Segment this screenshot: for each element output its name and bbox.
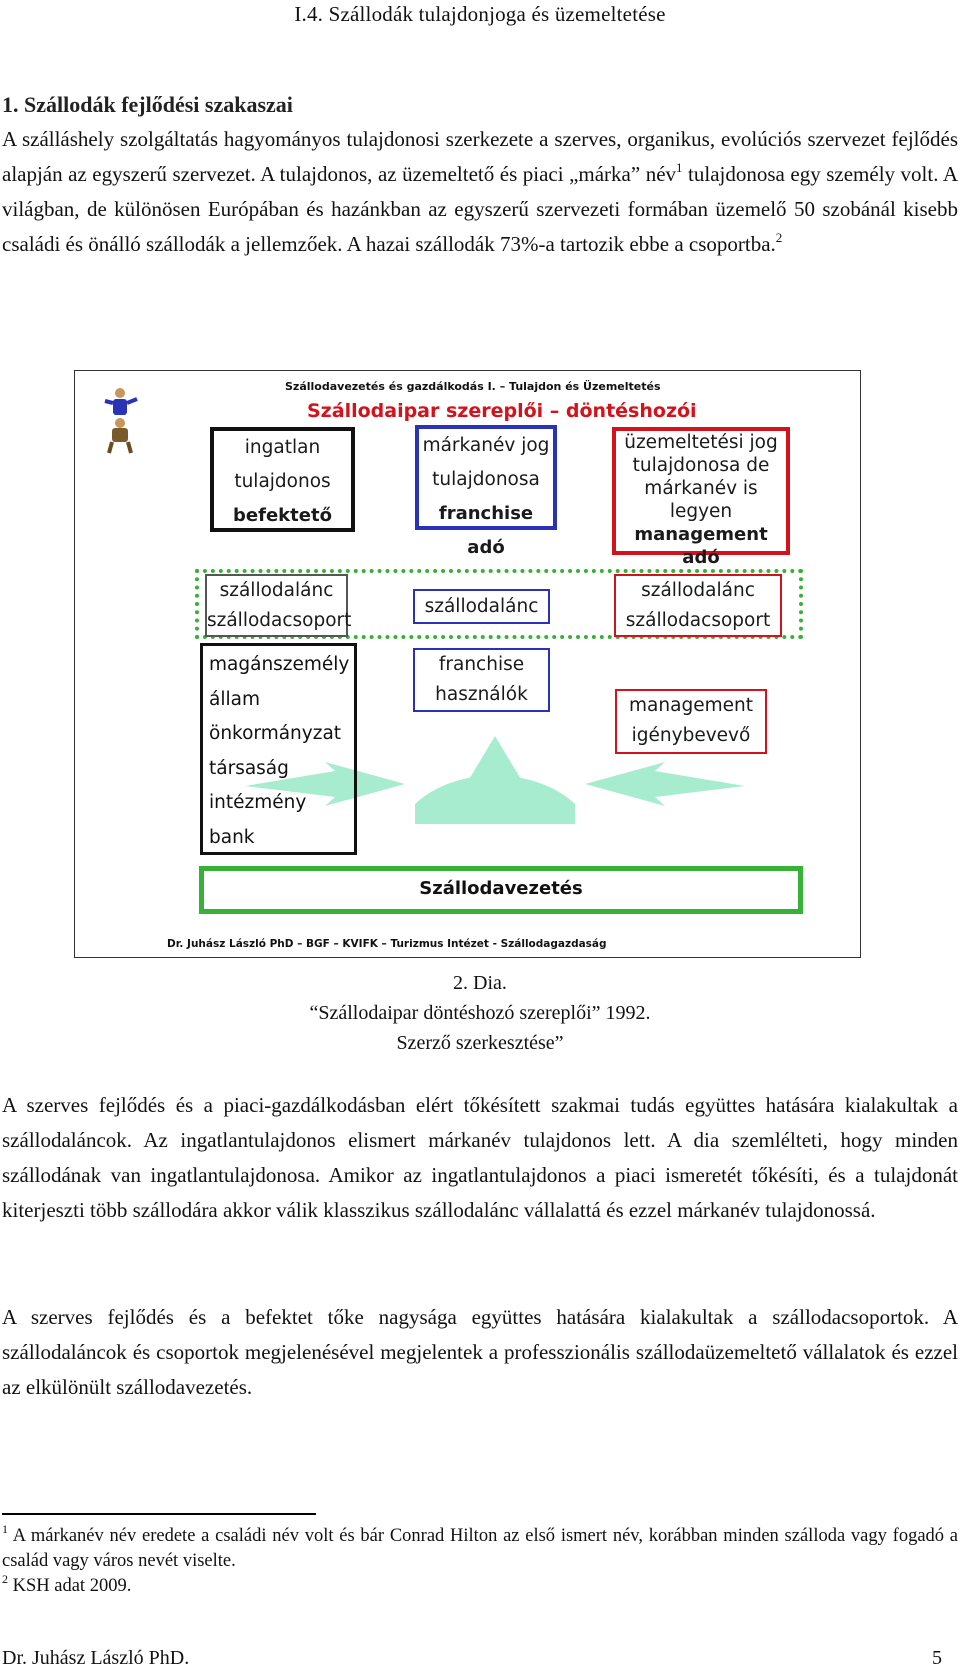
- box-line: igénybevevő: [631, 725, 751, 746]
- box-line: legyen: [669, 501, 733, 522]
- box-line: befektető: [233, 505, 332, 526]
- slide-diagram: [74, 370, 861, 958]
- owner-type-item: intézmény: [209, 792, 307, 813]
- footnote-1: [2, 1524, 958, 1574]
- page-footer: [2, 1647, 942, 1670]
- paragraph-3: A szerves fejlődés és a befektet tőke nagysága együttes hatására kialakultak a szállodacsoportok. A szállodaláncok és csoportok megjelenésével megjelentek a professzionális szállodaüzemeltető vállalatok és ezzel az elkülönült szállodavezetés.: [2, 1305, 958, 1399]
- box-line: használók: [435, 684, 528, 705]
- box-line: szállodacsoport: [207, 610, 352, 631]
- paragraph-2: A szerves fejlődés és a piaci-gazdálkodásban elért tőkésített szakmai tudás együttes hatására kialakultak a szállodaláncok. Az ingatlantulajdonos elismert márkanév tulajdonos lett. A dia szemlélteti, hogy minden szállodának van ingatlantulajdonosa. Amikor az ingatlantulajdonos a piaci ismeretét tőkésíti, és a tulajdonát kiterjeszti több szállodára akkor válik klasszikus szállodalánc vállalattá és ezzel márkanév tulajdonossá.: [2, 1093, 958, 1222]
- footnote-2: [2, 1574, 958, 1599]
- box-line: szállodalánc: [424, 596, 539, 617]
- running-header: I.4. Szállodák tulajdonjoga és üzemeltetése: [294, 2, 666, 26]
- footnote-text: KSH adat 2009.: [8, 1576, 132, 1596]
- caption-line: 2. Dia.: [453, 972, 507, 994]
- owner-type-item: magánszemély: [209, 654, 350, 675]
- diagram-footer: Dr. Juhász László PhD – BGF – KVIFK – Turizmus Intézet - Szállodagazdaság: [167, 938, 607, 950]
- footnote-text: A márkanév név eredete a családi név volt és bár Conrad Hilton az első ismert név, korábban minden szálloda vagy fogadó a család vagy város nevét viselte.: [2, 1526, 958, 1571]
- paragraph-1-text-b: tulajdonosa egy személy volt. A világban, de különösen Európában és hazánkban az egyszerű szervezeti formában üzemelő 50 szobánál kisebb családi és önálló szállodák a jellemzőek. A hazai szállodák 73%-a tartozik ebbe a csoportba.: [2, 162, 958, 256]
- box-line: franchise: [438, 654, 525, 675]
- chain-group-left-box: [205, 574, 352, 637]
- management-user-box: [615, 689, 767, 754]
- section-title: 1. Szállodák fejlődési szakaszai: [2, 92, 293, 117]
- page-number: 5: [932, 1647, 942, 1669]
- hotel-management-label: Szállodavezetés: [419, 878, 583, 899]
- franchise-user-box: [413, 648, 550, 712]
- footnote-ref-2[interactable]: 2: [775, 230, 783, 245]
- footnote-ref-1[interactable]: 1: [676, 160, 683, 175]
- chain-group-right-box: [614, 574, 782, 637]
- box-line: franchise adó: [438, 503, 534, 558]
- owner-type-item: bank: [209, 826, 255, 848]
- box-line: management adó: [634, 524, 768, 568]
- people-figure-icon: [95, 385, 145, 455]
- diagram-title: Szállodaipar szereplői – döntéshozói: [307, 400, 697, 422]
- caption-line: “Szállodaipar döntéshozó szereplői” 1992.: [309, 1002, 651, 1024]
- footnote-rule: [2, 1513, 316, 1515]
- box-line: szállodalánc: [219, 580, 334, 601]
- owner-investor-box: [210, 427, 355, 532]
- figure-caption: [0, 968, 960, 1058]
- box-line: ingatlan: [244, 437, 321, 458]
- chain-mid-box: [413, 589, 550, 624]
- owner-type-item: önkormányzat: [209, 723, 342, 744]
- brand-owner-box: [415, 425, 557, 558]
- box-line: tulajdonosa de: [632, 455, 770, 476]
- owner-types-list: [200, 643, 357, 855]
- paragraph-1: [2, 122, 958, 262]
- box-line: szállodacsoport: [625, 610, 771, 631]
- box-line: márkanév jog: [422, 435, 550, 456]
- paragraph-1-text-a: A szálláshely szolgáltatás hagyományos tulajdonosi szerkezete a szerves, organikus, evolúciós szervezet fejlődés alapján az egyszerű szervezet. A tulajdonos, az üzemeltető és piaci „márka” név: [2, 127, 958, 186]
- caption-line: Szerző szerkesztése”: [396, 1032, 564, 1054]
- box-line: tulajdonosa: [432, 469, 540, 490]
- box-line: tulajdonos: [234, 471, 331, 492]
- owner-type-item: társaság: [209, 757, 289, 779]
- diagram-top-line: Szállodavezetés és gazdálkodás I. – Tulajdon és Üzemeltetés: [285, 380, 661, 393]
- footer-author: Dr. Juhász László PhD.: [2, 1647, 190, 1669]
- box-line: management: [629, 695, 753, 716]
- box-line: márkanév is: [644, 478, 758, 499]
- operator-box: [612, 427, 790, 568]
- footnote-mark: 1: [2, 1522, 8, 1536]
- box-line: üzemeltetési jog: [624, 432, 778, 453]
- box-line: szállodalánc: [641, 580, 755, 601]
- owner-type-item: állam: [209, 688, 260, 710]
- footnote-mark: 2: [2, 1572, 8, 1586]
